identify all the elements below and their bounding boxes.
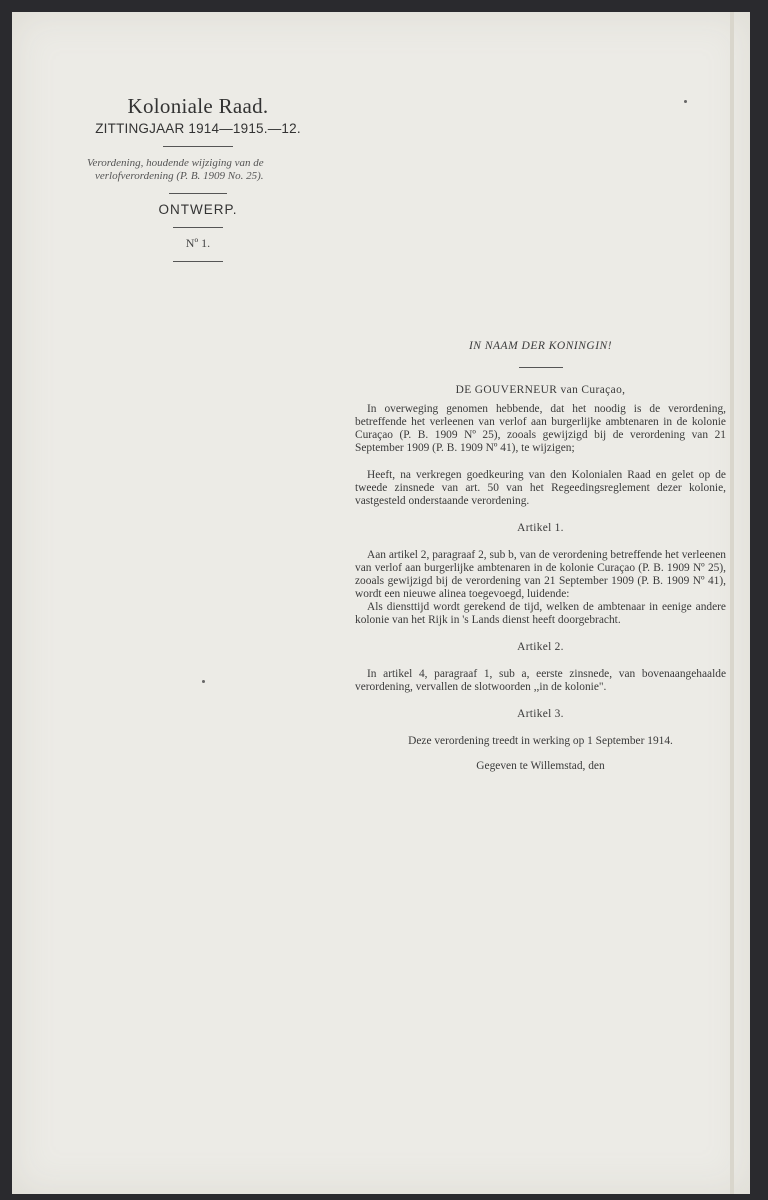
article-1-paragraph: Aan artikel 2, paragraaf 2, sub b, van de verordening betreffende het verleenen van verlof aan burgerlijke ambtenaren in de kolonie Curaçao (P. B. 1909 Nº 25), zooals gewijzigd bij de verordening van 21 September 1909 (P. B. 1909 Nº 41), wordt een nieuwe alinea toegevoegd, luidende: xyxy=(355,549,726,600)
ordinance-subject: Verordening, houdende wijziging van de verlofverordening (P. B. 1909 No. 25). xyxy=(87,157,264,182)
article-2-title: Artikel 2. xyxy=(517,641,564,653)
session-year: ZITTINGJAAR 1914—1915.—12. xyxy=(95,121,301,136)
divider xyxy=(519,367,563,368)
article-3-paragraph: Deze verordening treedt in werking op 1 September 1914. xyxy=(408,735,673,747)
council-title: Koloniale Raad. xyxy=(127,94,269,118)
approval-paragraph: Heeft, na verkregen goedkeuring van den Kolonialen Raad en gelet op de tweede zinsnede van art. 50 van het Regeedingsreglement dezer kolonie, vastgesteld onderstaande verordening. xyxy=(355,469,726,507)
article-3-title: Artikel 3. xyxy=(517,708,564,720)
page-edge-strip xyxy=(730,12,734,1194)
article-1-title: Artikel 1. xyxy=(517,522,564,534)
ordinance-text xyxy=(355,340,726,785)
article-1-paragraph: Als diensttijd wordt gerekend de tijd, welken de ambtenaar in eenige andere kolonie van het Rijk in 's Lands dienst heeft doorgebracht. xyxy=(355,601,726,626)
document-number: Nº 1. xyxy=(185,236,211,250)
document-header xyxy=(67,94,329,272)
divider xyxy=(163,146,233,147)
governor-line: DE GOUVERNEUR van Curaçao, xyxy=(455,384,626,396)
paper-speck xyxy=(684,100,687,103)
given-at-line: Gegeven te Willemstad, den xyxy=(476,760,605,772)
document-page xyxy=(12,12,750,1194)
divider xyxy=(173,227,223,228)
invocation-heading: IN NAAM DER KONINGIN! xyxy=(468,340,613,352)
paper-speck xyxy=(202,680,205,683)
article-2-paragraph: In artikel 4, paragraaf 1, sub a, eerste zinsnede, van bovenaangehaalde verordening, vervallen de slotwoorden ,,in de kolonie". xyxy=(355,668,726,693)
draft-label: ONTWERP. xyxy=(158,202,238,217)
divider xyxy=(169,193,227,194)
considering-paragraph: In overweging genomen hebbende, dat het noodig is de verordening, betreffende het verleenen van verlof aan burgerlijke ambtenaren in de kolonie Curaçao (P. B. 1909 Nº 25), zooals gewijzigd bij de verordening van 21 September 1909 (P. B. 1909 Nº 41), te wijzigen; xyxy=(355,403,726,454)
divider xyxy=(173,261,223,262)
